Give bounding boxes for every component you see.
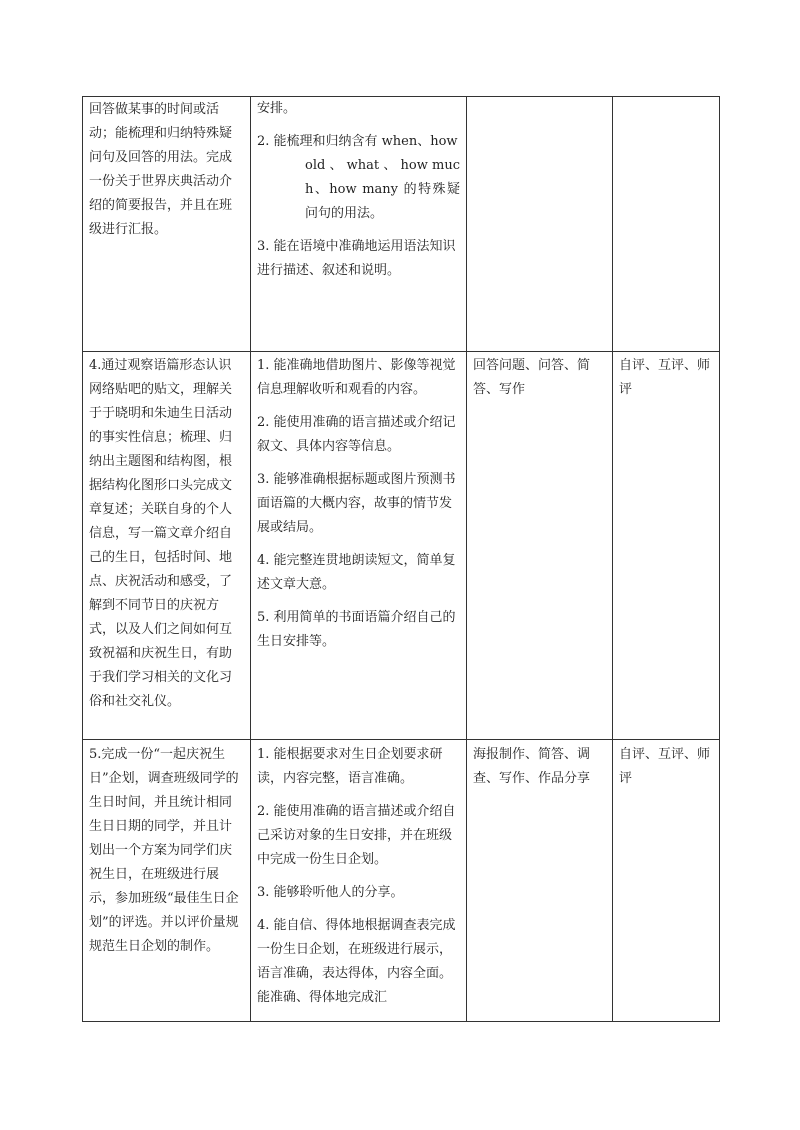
- method-cell: 回答问题、问答、简答、写作: [467, 352, 613, 740]
- objectives-cell: [251, 352, 467, 740]
- assessment-table: [82, 96, 720, 1022]
- table-row: [83, 352, 720, 740]
- task-cell: 5.完成一份“一起庆祝生日”企划，调查班级同学的生日时间，并且统计相同生日日期的同学，并且计划出一个方案为同学们庆祝生日，在班级进行展示，参加班级“最佳生日企划”的评选。并以评价量规规范生日企划的制作。: [83, 740, 251, 1022]
- objectives-cell: [251, 740, 467, 1022]
- evaluation-cell: 自评、互评、师评: [613, 740, 720, 1022]
- evaluation-cell: [613, 97, 720, 352]
- objective-item: 3. 能够准确根据标题或图片预测书面语篇的大概内容，故事的情节发展或结局。: [257, 472, 456, 535]
- method-cell: 海报制作、简答、调查、写作、作品分享: [467, 740, 613, 1022]
- objective-item: 1. 能根据要求对生日企划要求研读，内容完整，语言准确。: [257, 747, 443, 786]
- objective-item: 4. 能自信、得体地根据调查表完成一份生日企划，在班级进行展示，语言准确，表达得体，内容全面。能准确、得体地完成汇: [257, 918, 456, 1005]
- table-row: [83, 97, 720, 352]
- objective-item: 2. 能使用准确的语言描述或介绍自己采访对象的生日安排，并在班级中完成一份生日企划。: [257, 804, 456, 867]
- objective-item: 2. 能梳理和归纳含有 when、how old 、 what 、 how much、how many 的特殊疑问句的用法。: [257, 134, 460, 221]
- objective-item: 5. 利用简单的书面语篇介绍自己的生日安排等。: [257, 610, 456, 649]
- task-cell: 回答做某事的时间或活动；能梳理和归纳特殊疑问句及回答的用法。完成一份关于世界庆典活动介绍的简要报告，并且在班级进行汇报。: [83, 97, 251, 352]
- table-row: [83, 740, 720, 1022]
- method-cell: [467, 97, 613, 352]
- objective-item: 3. 能够聆听他人的分享。: [257, 885, 404, 900]
- objective-item: 2. 能使用准确的语言描述或介绍记叙文、具体内容等信息。: [257, 415, 456, 454]
- task-cell: 4.通过观察语篇形态认识网络贴吧的贴文，理解关于于晓明和朱迪生日活动的事实性信息；梳理、归纳出主题图和结构图，根据结构化图形口头完成文章复述；关联自身的个人信息，写一篇文章介绍自己的生日，包括时间、地点、庆祝活动和感受，了解到不同节日的庆祝方式，以及人们之间如何互致祝福和庆祝生日，有助于我们学习相关的文化习俗和社交礼仪。: [83, 352, 251, 740]
- objective-item: 安排。: [257, 101, 297, 116]
- objective-item: 3. 能在语境中准确地运用语法知识进行描述、叙述和说明。: [257, 239, 456, 278]
- evaluation-cell: 自评、互评、师评: [613, 352, 720, 740]
- objective-item: 1. 能准确地借助图片、影像等视觉信息理解收听和观看的内容。: [257, 358, 456, 397]
- objective-item: 4. 能完整连贯地朗读短文，简单复述文章大意。: [257, 553, 456, 592]
- objectives-cell: [251, 97, 467, 352]
